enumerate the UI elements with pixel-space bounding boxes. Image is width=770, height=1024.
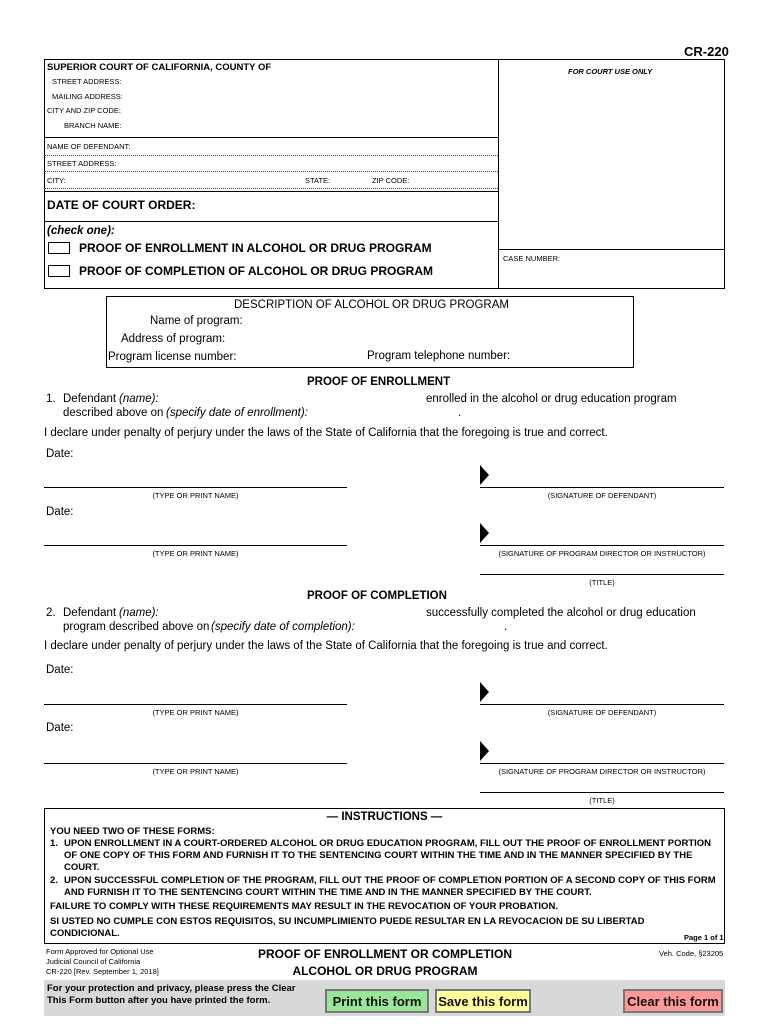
- type-name-label: (TYPE OR PRINT NAME): [152, 708, 239, 717]
- sig-defendant-label: (SIGNATURE OF DEFENDANT): [547, 708, 657, 717]
- privacy-notice: For your protection and privacy, please press the Clear This Form button after you have printed the form.: [47, 983, 296, 1006]
- completion-name-hint: (name):: [119, 607, 159, 619]
- type-name-label: (TYPE OR PRINT NAME): [152, 491, 239, 500]
- program-address-label: Address of program:: [121, 333, 226, 345]
- case-number-label: CASE NUMBER:: [503, 254, 561, 263]
- completion-completed-text: successfully completed the alcohol or drug education: [426, 607, 696, 619]
- enrollment-name-hint: (name):: [119, 393, 159, 405]
- instructions-item2: UPON SUCCESSFUL COMPLETION OF THE PROGRAM, FILL OUT THE PROOF OF COMPLETION PORTION OF A SECOND COPY OF THIS FORM AND FURNISH IT TO THE SENTENCING COURT WITHIN THE TIME AND IN THE MANNER SPECIFIED BY THE COURT.: [64, 875, 716, 898]
- defendant-city-label: CITY:: [47, 176, 66, 185]
- instructions-item1: UPON ENROLLMENT IN A COURT-ORDERED ALCOHOL OR DRUG EDUCATION PROGRAM, FILL OUT THE PROOF OF ENROLLMENT PORTION OF ONE COPY OF THIS FORM AND FURNISH IT TO THE SENTENCING COURT WITHIN THE TIME AND IN THE MANNER SPECIFIED BY THE COURT.: [64, 838, 712, 873]
- type-name-label: (TYPE OR PRINT NAME): [152, 767, 239, 776]
- enrollment-period: .: [458, 407, 462, 419]
- type-name-label: (TYPE OR PRINT NAME): [152, 549, 239, 558]
- signature-arrow-icon: [480, 741, 489, 761]
- court-title: SUPERIOR COURT OF CALIFORNIA, COUNTY OF: [47, 62, 272, 73]
- program-name-label: Name of program:: [150, 315, 243, 327]
- date-of-order-label: DATE OF COURT ORDER:: [47, 198, 196, 212]
- city-zip-label: CITY AND ZIP CODE:: [47, 106, 121, 115]
- footer-council: Judicial Council of California: [46, 957, 141, 966]
- footer-rev: CR-220 [Rev. September 1, 2018]: [46, 967, 159, 976]
- print-form-button[interactable]: Print this form: [325, 989, 429, 1013]
- footer-title-line1: PROOF OF ENROLLMENT OR COMPLETION: [258, 947, 512, 961]
- instructions-item1-number: 1.: [50, 838, 58, 849]
- branch-name-label: BRANCH NAME:: [64, 121, 122, 130]
- enrollment-date-hint: (specify date of enrollment):: [166, 407, 308, 419]
- signature-arrow-icon: [480, 682, 489, 702]
- signature-arrow-icon: [480, 523, 489, 543]
- completion-period: .: [504, 621, 508, 633]
- sig-defendant-label: (SIGNATURE OF DEFENDANT): [547, 491, 657, 500]
- form-number: CR-220: [684, 44, 729, 59]
- signature-arrow-icon: [480, 465, 489, 485]
- completion-date-label-2: Date:: [46, 722, 74, 734]
- instructions-heading: — INSTRUCTIONS —: [326, 811, 443, 823]
- completion-date-hint: (specify date of completion):: [211, 621, 355, 633]
- clear-form-button[interactable]: Clear this form: [623, 989, 723, 1013]
- enrollment-described-label: described above on: [63, 407, 164, 419]
- program-telephone-label: Program telephone number:: [367, 350, 511, 362]
- defendant-state-label: STATE:: [305, 176, 331, 185]
- mailing-address-label: MAILING ADDRESS:: [52, 92, 123, 101]
- completion-defendant-label: Defendant: [63, 607, 117, 619]
- footer-approved: Form Approved for Optional Use: [46, 947, 154, 956]
- page-number: Page 1 of 1: [684, 933, 724, 942]
- check-one-label: (check one):: [47, 225, 115, 237]
- court-use-label: FOR COURT USE ONLY: [568, 67, 653, 76]
- street-address-label: STREET ADDRESS:: [52, 77, 122, 86]
- description-heading: DESCRIPTION OF ALCOHOL OR DRUG PROGRAM: [234, 299, 509, 311]
- defendant-street-label: STREET ADDRESS:: [47, 159, 117, 168]
- completion-date-label-1: Date:: [46, 664, 74, 676]
- footer-code: Veh. Code, §23205: [659, 949, 724, 958]
- completion-item-number: 2.: [46, 607, 56, 619]
- sig-director-label: (SIGNATURE OF PROGRAM DIRECTOR OR INSTRUCTOR): [498, 767, 706, 776]
- title-label: (TITLE): [589, 796, 615, 805]
- enrollment-item-number: 1.: [46, 393, 56, 405]
- enrollment-checkbox[interactable]: [48, 242, 70, 254]
- enrollment-date-label-1: Date:: [46, 448, 74, 460]
- program-license-label: Program license number:: [108, 351, 237, 363]
- completion-checkbox[interactable]: [48, 265, 70, 277]
- defendant-name-label: NAME OF DEFENDANT:: [47, 142, 131, 151]
- enrollment-defendant-label: Defendant: [63, 393, 117, 405]
- instructions-failure: FAILURE TO COMPLY WITH THESE REQUIREMENTS MAY RESULT IN THE REVOCATION OF YOUR PROBATION.: [50, 901, 558, 912]
- footer-title-line2: ALCOHOL OR DRUG PROGRAM: [292, 964, 478, 978]
- completion-heading: PROOF OF COMPLETION: [307, 590, 447, 602]
- save-form-button[interactable]: Save this form: [435, 989, 531, 1013]
- sig-director-label: (SIGNATURE OF PROGRAM DIRECTOR OR INSTRUCTOR): [498, 549, 706, 558]
- completion-option-label: PROOF OF COMPLETION OF ALCOHOL OR DRUG PROGRAM: [79, 264, 433, 278]
- instructions-item2-number: 2.: [50, 875, 58, 886]
- instructions-line1: YOU NEED TWO OF THESE FORMS:: [50, 826, 215, 837]
- enrollment-enrolled-text: enrolled in the alcohol or drug education program: [426, 393, 677, 405]
- enrollment-date-label-2: Date:: [46, 506, 74, 518]
- completion-declaration: I declare under penalty of perjury under the laws of the State of California that the foregoing is true and correct.: [44, 640, 608, 652]
- enrollment-option-label: PROOF OF ENROLLMENT IN ALCOHOL OR DRUG PROGRAM: [79, 241, 432, 255]
- instructions-spanish: SI USTED NO CUMPLE CON ESTOS REQUISITOS, SU INCUMPLIMIENTO PUEDE RESULTAR EN LA REVOCACION DE SU LIBERTAD CONDICIONAL.: [50, 916, 645, 939]
- enrollment-declaration: I declare under penalty of perjury under the laws of the State of California that the foregoing is true and correct.: [44, 427, 608, 439]
- enrollment-heading: PROOF OF ENROLLMENT: [307, 376, 451, 388]
- title-label: (TITLE): [589, 578, 615, 587]
- completion-described-label: program described above on: [63, 621, 210, 633]
- defendant-zip-label: ZIP CODE:: [372, 176, 410, 185]
